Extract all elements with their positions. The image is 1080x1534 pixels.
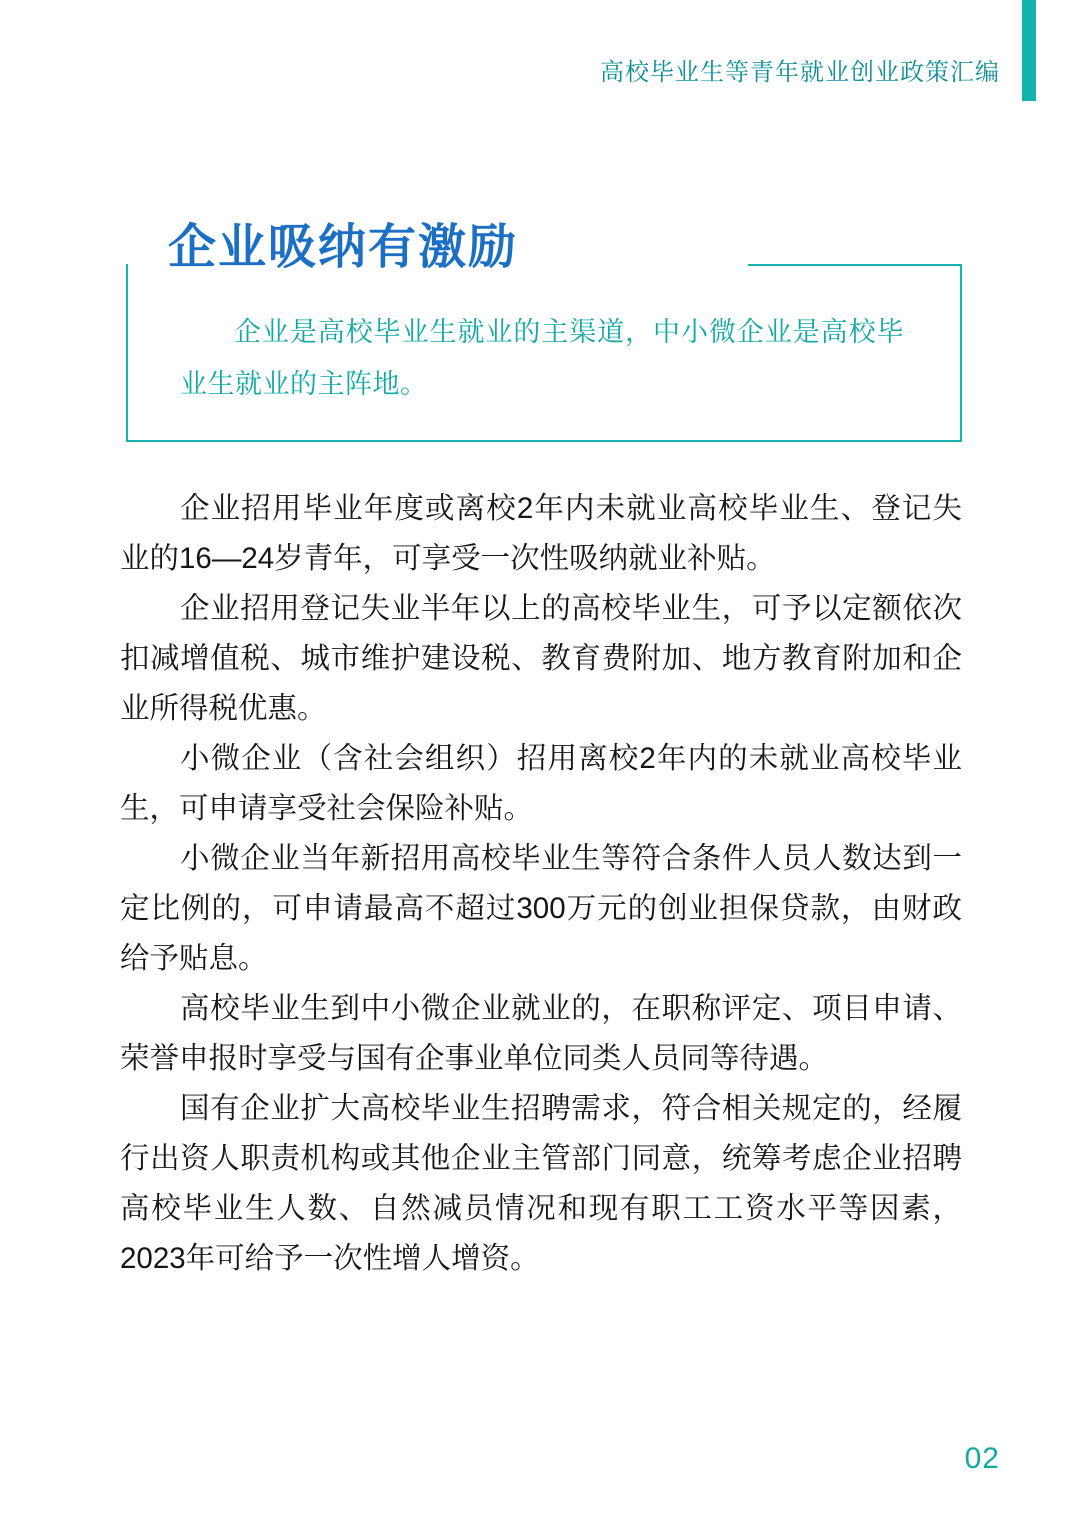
body-content <box>120 484 962 1284</box>
header-accent-bar <box>1022 0 1036 101</box>
callout-text: 企业是高校毕业生就业的主渠道，中小微企业是高校毕业生就业的主阵地。 <box>180 317 904 399</box>
callout-border-top-right <box>748 264 962 266</box>
body-paragraph: 小微企业（含社会组织）招用离校2年内的未就业高校毕业生，可申请享受社会保险补贴。 <box>120 742 962 825</box>
body-paragraph: 企业招用登记失业半年以上的高校毕业生，可予以定额依次扣减增值税、城市维护建设税、教育费附加、地方教育附加和企业所得税优惠。 <box>120 592 962 725</box>
page-title: 企业吸纳有激励 <box>168 221 519 275</box>
body-paragraph: 小微企业当年新招用高校毕业生等符合条件人员人数达到一定比例的，可申请最高不超过300万元的创业担保贷款，由财政给予贴息。 <box>120 842 962 975</box>
body-paragraph: 企业招用毕业年度或离校2年内未就业高校毕业生、登记失业的16—24岁青年，可享受一次性吸纳就业补贴。 <box>120 492 962 575</box>
callout-border-left <box>126 264 128 442</box>
callout-border-bottom <box>126 440 962 442</box>
callout-box <box>126 264 962 442</box>
page-header <box>0 0 1080 120</box>
page-number: 02 <box>964 1442 1000 1475</box>
body-paragraph: 高校毕业生到中小微企业就业的，在职称评定、项目申请、荣誉申报时享受与国有企事业单位同类人员同等待遇。 <box>120 992 962 1075</box>
running-title: 高校毕业生等青年就业创业政策汇编 <box>600 59 1000 86</box>
callout-border-right <box>960 264 962 442</box>
body-paragraph: 国有企业扩大高校毕业生招聘需求，符合相关规定的，经履行出资人职责机构或其他企业主管部门同意，统筹考虑企业招聘高校毕业生人数、自然减员情况和现有职工工资水平等因素，2023年可给予一次性增人增资。 <box>120 1092 962 1275</box>
